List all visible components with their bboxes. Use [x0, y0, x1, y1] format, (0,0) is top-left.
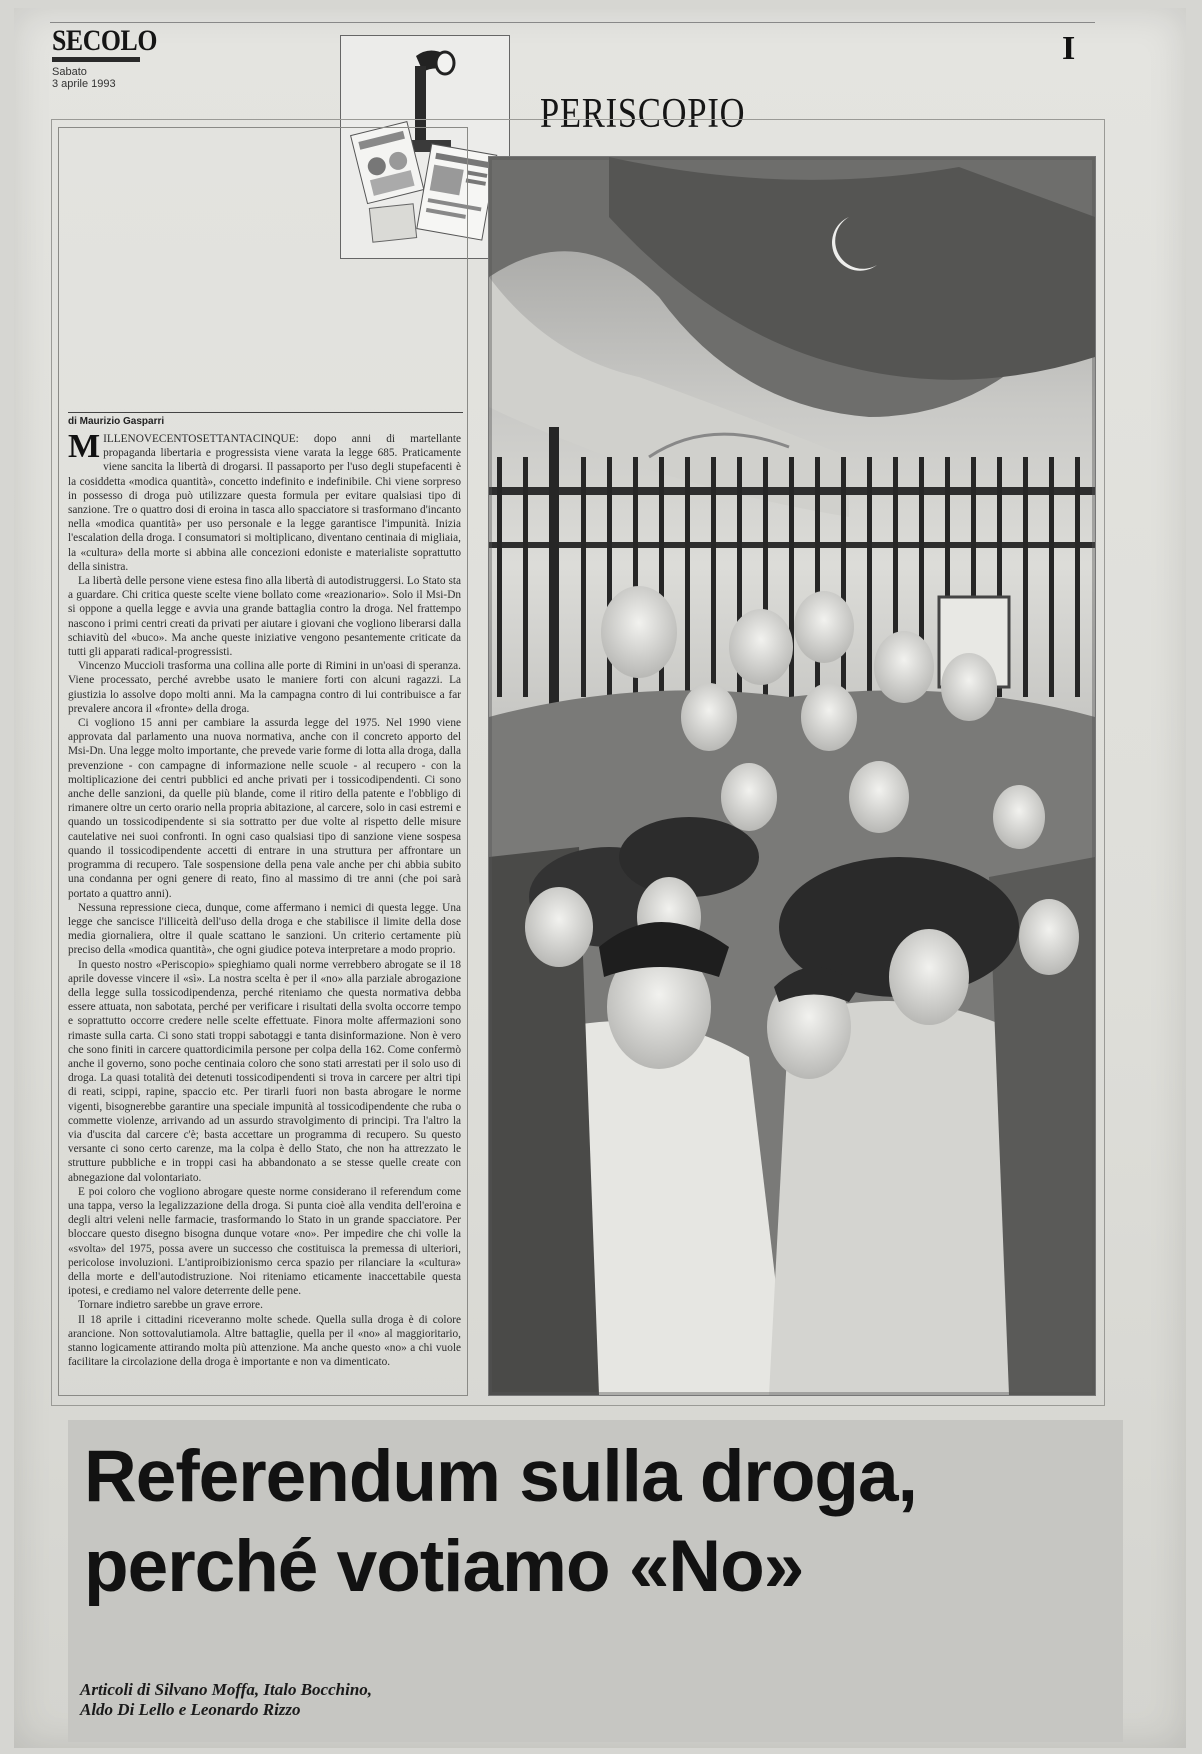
main-headline [84, 1432, 1104, 1612]
article-paragraph: E poi coloro che vogliono abrogare queste norme considerano il referendum come una tappa, verso la legalizzazione della droga. Si punta cioè alla vendita dell'eroina e degli altri veleni nelle farmacie, trasformando lo Stato in un grande spacciatore. Per bloccare questo disegno bisogna dunque votare «no». Per impedire che chi volle la «svolta» del 1975, possa avere un successo che costituisca la premessa di ulteriori, pericolose involuzioni. L'antiproibizionismo cerca spazio per rilanciare la «cultura» della morte e dell'autodistruzione. Noi riteniamo eticamente inaccettabile questa ipotesi, e crediamo nel valore deterrente delle pene. [68, 1185, 461, 1298]
credits-line-2: Aldo Di Lello e Leonardo Rizzo [80, 1700, 301, 1719]
headline-line-1: Referendum sulla droga, [84, 1436, 917, 1517]
article-paragraph: Ci vogliono 15 anni per cambiare la assurda legge del 1975. Nel 1990 viene approvata dal parlamento una nuova normativa, anche con il concreto apporto del Msi-Dn. Una legge molto importante, che prevede varie forme di lotta alla droga, dalla prevenzione - con campagne di informazione nelle scuole - al recupero - con la moltiplicazione dei centri pubblici ed anche privati per i tossicodipendenti. Ci sono anche delle sanzioni, da quelle più blande, come il ritiro della patente e l'obbligo di rimanere oltre un certo orario nella propria abitazione, al carcere, solo in casi estremi e quando un tossicodipendente si sia sottratto per due volte al rispetto delle misure cautelative nei suoi confronti. In ogni caso qualsiasi tipo di sanzione viene sospesa quando il tossicodipendente accetti di entrare in una struttura per affrontare un programma di recupero. Tale sospensione della pena vale anche per chi abbia subito una condanna per ogni genere di reato, fino al massimo di tre anni (che poi sarà portato a quattro anni). [68, 717, 461, 900]
brand-underline [52, 57, 140, 62]
credits-line-1: Articoli di Silvano Moffa, Italo Bocchino, [80, 1680, 373, 1699]
page-number: I [1062, 30, 1076, 67]
article-paragraph: Tornare indietro sarebbe un grave errore. [78, 1299, 263, 1312]
headline-line-2: perché votiamo «No» [84, 1526, 804, 1607]
article-paragraph: La libertà delle persone viene estesa fino alla libertà di autodistruggersi. Lo Stato sta a guardare. Chi critica queste scelte viene bollato come «reazionario». Solo il Msi-Dn si oppone a quella legge e avvia una grande battaglia contro la droga. Nel frattempo nascono i primi centri creati da privati per aiutare i giovani che vogliono liberarsi dalla schiavitù del «buco». Ma anche queste iniziative vengono pesantemente criticate da tutti gli apparati radical-progressisti. [68, 575, 461, 659]
section-title: PERISCOPIO [540, 91, 746, 137]
newspaper-brand: SECOLO [52, 24, 157, 57]
article-credits [80, 1680, 680, 1720]
masthead [52, 26, 174, 90]
article-paragraph: Vincenzo Muccioli trasforma una collina alle porte di Rimini in un'oasi di speranza. Viene processato, perché avrebbe usato le maniere forti con alcuni ragazzi. La giustizia lo assolve dopo molti anni. Ma la campagna contro di lui contribuisce a far prevalere ancora il «fronte» della droga. [68, 660, 461, 715]
dateline-day: Sabato [52, 66, 87, 78]
crowd-photo-image [489, 157, 1095, 1395]
article-paragraph: In questo nostro «Periscopio» spieghiamo quali norme verrebbero abrogate se il 18 aprile dovesse vincere il «sì». La nostra scelta è per il «no» alla parziale abrogazione della legge sulla tossicodipendenza, perché riteniamo che questa normativa debba essere attuata, non sabotata, perché per verificare i risultati della svolta occorre tempo e soprattutto occorre credere nelle scelte effettuate. Finora molte affermazioni sono rimaste sulla carta. Ci sono stati troppi sabotaggi e tanta disinformazione. Non è vero che sono finiti in carcere quattordicimila persone per colpa della 162. Come confermò anche il governo, sono poche centinaia coloro che sono stati arrestati per il solo uso di droga. La quasi totalità dei detenuti tossicodipendenti si trova in carcere per altri tipi di reati, scippi, rapine, spaccio etc. Per tirarli fuori non basta abrogare le norme vigenti, bisognerebbe garantire una speciale impunità al tossicodipendente che ruba o commette violenze, arrivando ad un assurdo stravolgimento di principi. Tra l'altro la via d'uscita dal carcere c'è; basta accettare un programma di recupero. Su questo versante ci sono certo carenze, ma la colpa è dello Stato, che non ha attrezzato le strutture pubbliche e in troppi casi ha abbandonato a se stesse quelle create con abnegazione dal volontariato. [68, 958, 461, 1184]
top-rule [50, 22, 1095, 23]
crowd-photo [488, 156, 1096, 1396]
article-paragraph: Il 18 aprile i cittadini riceveranno molte schede. Quella sulla droga è di colore arancione. Non sottovalutiamola. Altre battaglie, quella per il «no» al maggioritario, stanno logicamente attirando molta più attenzione. Ma anche questo «no» a chi vuole facilitare la circolazione della droga è importante e non va dimenticato. [68, 1313, 461, 1369]
article-paragraph: Nessuna repressione cieca, dunque, come affermano i nemici di questa legge. Una legge che sancisce l'illiceità dell'uso della droga e che stabilisce il limite della dose media giornaliera, oltre il quale scattano le sanzioni. Un criterio certamente più preciso della «modica quantità», che ogni giudice poteva interpretare a modo proprio. [68, 901, 461, 957]
drop-cap: M [68, 432, 101, 465]
article-byline: di Maurizio Gasparri [68, 412, 463, 427]
article-paragraph: MILLENOVECENTOSETTANTACINQUE: dopo anni di martellante propaganda libertaria e progressista viene varata la legge 685. Praticamente viene sancita la libertà di drogarsi. Il passaporto per l'uso degli stupefacenti è la cosiddetta «modica quantità», concetto indefinito e indefinibile. Chi viene sorpreso in possesso di droga può utilizzare questa formula per evitare qualsiasi tipo di sanzione. Tre o quattro dosi di eroina in tasca allo spacciatore si trasformano d'incanto nella «modica quantità» per uso personale e la legge garantisce l'impunità. Inizia l'escalation della droga. I consumatori si moltiplicano, diventano centinaia di migliaia, la «cultura» della morte si abbina alle concezioni edoniste e materialiste soprattutto della sinistra. [68, 432, 461, 573]
dateline-date: 3 aprile 1993 [52, 78, 116, 90]
article-body [68, 432, 461, 1392]
